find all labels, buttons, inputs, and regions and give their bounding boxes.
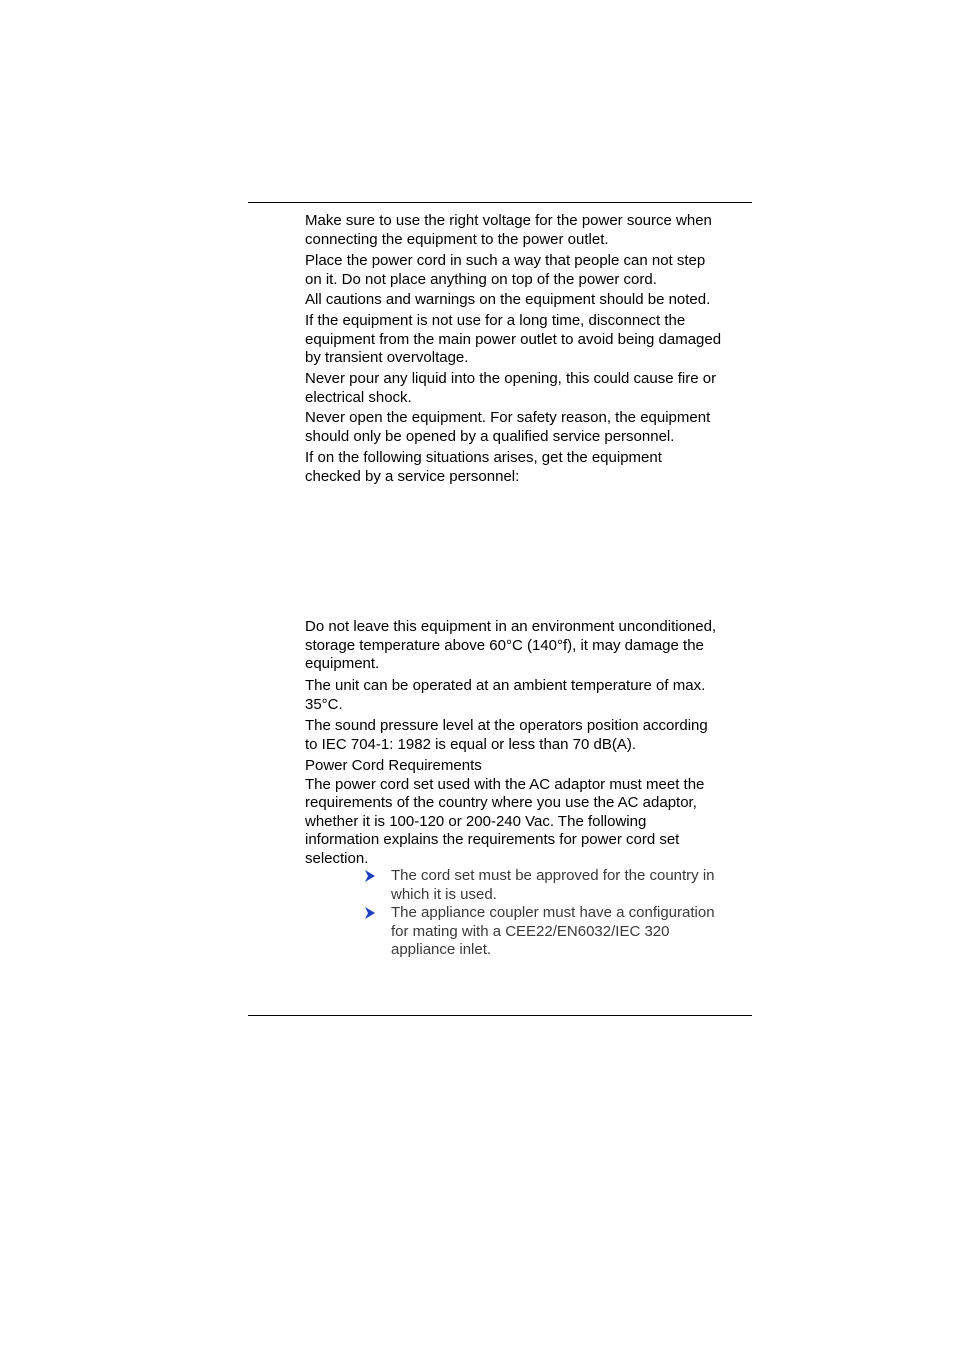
safety-paragraph-ambient-temperature xyxy=(305,677,755,714)
text-line: selection. xyxy=(305,849,369,867)
text-line: should only be opened by a qualified service personnel. xyxy=(305,427,675,445)
safety-paragraph-service-check xyxy=(305,449,755,486)
bullet-text-line: which it is used. xyxy=(391,885,497,903)
power-cord-requirements-section xyxy=(305,757,755,868)
text-line: If on the following situations arises, get the equipment xyxy=(305,449,662,466)
text-line: The power cord set used with the AC adaptor must meet the xyxy=(305,775,705,793)
text-line: information explains the requirements for power cord set xyxy=(305,831,680,848)
text-line: storage temperature above 60°C (140°f), it may damage the xyxy=(305,636,704,654)
text-line: on it. Do not place anything on top of the power cord. xyxy=(305,270,657,288)
footer-rule xyxy=(248,1015,752,1016)
text-line: Make sure to use the right voltage for the power source when xyxy=(305,212,712,229)
safety-paragraph-liquid xyxy=(305,370,755,407)
safety-paragraph-cautions xyxy=(305,291,755,310)
safety-paragraph-storage-temperature xyxy=(305,618,755,674)
text-line: If the equipment is not use for a long time, disconnect the xyxy=(305,312,686,329)
safety-paragraph-disconnect xyxy=(305,312,755,368)
text-line: The unit can be operated at an ambient temperature of max. xyxy=(305,677,706,694)
arrowhead-bullet-icon xyxy=(364,869,376,883)
text-line: requirements of the country where you use the AC adaptor, xyxy=(305,794,697,811)
text-line: All cautions and warnings on the equipment should be noted. xyxy=(305,291,711,308)
text-line: Do not leave this equipment in an environment unconditioned, xyxy=(305,618,717,635)
arrowhead-bullet-icon xyxy=(364,906,376,920)
header-rule xyxy=(248,202,752,203)
text-line: The sound pressure level at the operators position according xyxy=(305,717,708,734)
text-line: 35°C. xyxy=(305,695,343,713)
bullet-text-line: The appliance coupler must have a configuration xyxy=(391,904,715,921)
bullet-text-line: The cord set must be approved for the country in xyxy=(391,867,715,884)
bullet-text-line: for mating with a CEE22/EN6032/IEC 320 xyxy=(391,922,670,940)
text-line: equipment. xyxy=(305,655,380,672)
section-heading: Power Cord Requirements xyxy=(305,757,482,774)
text-line: by transient overvoltage. xyxy=(305,349,469,366)
text-line: Never open the equipment. For safety reason, the equipment xyxy=(305,409,711,426)
text-line: Never pour any liquid into the opening, this could cause fire or xyxy=(305,370,717,387)
safety-paragraph-open-equipment xyxy=(305,409,755,446)
safety-paragraph-voltage xyxy=(305,212,755,249)
bullet-text-line: appliance inlet. xyxy=(391,941,492,958)
text-line: to IEC 704-1: 1982 is equal or less than 70 dB(A). xyxy=(305,735,637,753)
text-line: checked by a service personnel: xyxy=(305,467,520,485)
text-line: connecting the equipment to the power outlet. xyxy=(305,230,609,248)
text-line: electrical shock. xyxy=(305,388,412,406)
text-line: Place the power cord in such a way that people can not step xyxy=(305,252,706,269)
text-line: whether it is 100-120 or 200-240 Vac. The following xyxy=(305,812,647,830)
safety-paragraph-sound-pressure xyxy=(305,717,755,754)
safety-paragraph-power-cord-placement xyxy=(305,252,755,289)
text-line: equipment from the main power outlet to avoid being damaged xyxy=(305,330,722,348)
